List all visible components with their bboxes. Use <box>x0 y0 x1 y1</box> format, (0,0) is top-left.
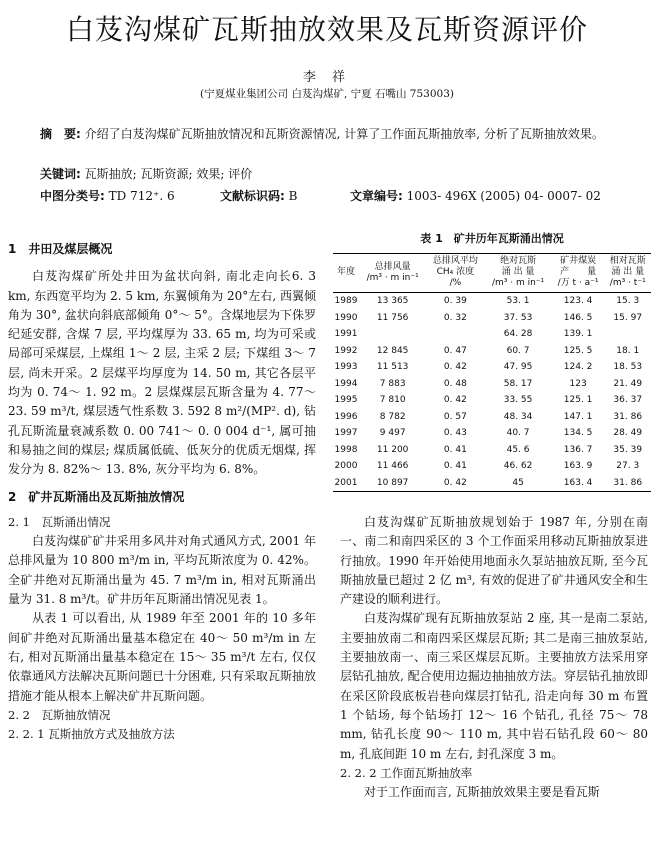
table-cell: 18. 53 <box>613 362 643 373</box>
table-header-cell: 年度 <box>336 267 355 277</box>
table-cell: 124. 2 <box>563 362 593 373</box>
table-row <box>333 458 651 475</box>
left-column <box>8 240 316 744</box>
author-affiliation: (宁夏煤业集团公司 白芨沟煤矿, 宁夏 石嘴山 753003) <box>200 88 454 100</box>
table-header <box>333 254 651 293</box>
table-cell: 146. 5 <box>563 312 593 323</box>
abstract-label: 摘 要: <box>40 127 81 141</box>
table-cell: 0. 42 <box>443 362 467 373</box>
article-no-value: 1003- 496X (2005) 04- 0007- 02 <box>406 189 601 203</box>
table-cell: 7 883 <box>379 378 406 389</box>
section-2-2-heading: 2. 2 瓦斯抽放情况 <box>8 707 111 722</box>
table-cell: 1998 <box>334 444 358 455</box>
table-cell: 46. 62 <box>503 461 533 472</box>
table-cell: 35. 39 <box>613 444 643 455</box>
table-cell: 0. 48 <box>443 378 467 389</box>
keywords-label: 关键词: <box>40 167 81 181</box>
classification-field <box>40 187 175 204</box>
article-no-field <box>350 187 601 204</box>
table-cell: 8 782 <box>379 411 406 422</box>
table-row <box>333 442 651 459</box>
table-cell: 60. 7 <box>506 345 530 356</box>
table-cell: 0. 47 <box>443 345 467 356</box>
table-cell: 1997 <box>334 428 358 439</box>
section-2-heading: 2 矿井瓦斯涌出及瓦斯抽放情况 <box>8 489 185 504</box>
table-cell: 0. 43 <box>443 428 467 439</box>
table-cell: 123. 4 <box>563 296 593 307</box>
table-cell: 12 845 <box>376 345 409 356</box>
page-title: 白芨沟煤矿瓦斯抽放效果及瓦斯资源评价 <box>65 13 588 46</box>
keywords-text: 瓦斯抽放; 瓦斯资源; 效果; 评价 <box>84 167 253 181</box>
table-header-cell: 总排风平均 CH₄ 浓度 /% <box>432 256 478 288</box>
table-row <box>333 359 651 376</box>
table-cell: 0. 41 <box>443 461 467 472</box>
table-cell: 1992 <box>334 345 358 356</box>
section-1-paragraph: 白芨沟煤矿所处井田为盆状向斜, 南北走向长6. 3 km, 东西宽平均为 2. 5 km, 东翼倾角为 20°左右, 西翼倾角为 30°, 盆状向斜底部倾角 0°～ 5°。含煤地层为下侏罗纪延安群, 含煤 7 层, 平均煤厚为 33. 65 m, 均为可采或局部可采煤层, 上煤组 1～ 2 层, 主采 2 层; 下煤组 3～ 7 层, 尚未开采。2 层煤平均厚度为 14. 50 m, 其它各层平均为 0. 74～ 1. 92 m。2 层煤煤层瓦斯含量为 4. 77～ 23. 59 m³/t, 煤层透气性系数 3. 592 8 m²/(MP². d), 钻孔瓦斯流量衰减系数 0. 00 741～ 0. 0 004 d⁻¹, 属可抽和易抽之间的煤层; 煤质属低硫、低灰分的优质无烟煤, 挥发分为 8. 82%～ 13. 8%, 灰分平均为 6. 8%。 <box>8 269 316 477</box>
table-row <box>333 475 651 492</box>
section-2-2-1-heading: 2. 2. 1 瓦斯抽放方式及抽放方法 <box>8 727 175 742</box>
right-paragraph-2: 白芨沟煤矿现有瓦斯抽放泵站 2 座, 其一是南二泵站, 主要抽放南二和南四采区煤层瓦斯; 其二是南三抽放泵站, 主要抽放南一、南三采区煤层瓦斯。主要抽放方法采用穿层钻孔抽放, 配合使用边掘边抽抽放方法。穿层钻孔抽放即在采区阶段底板岩巷向煤层打钻孔, 沿走向每 30 m 布置 1 个钻场, 每个钻场打 12～ 16 个钻孔, 孔径 75～ 78 mm, 钻孔长度 90～ 110 m, 其中岩石钻孔段 60～ 80 m, 孔底间距 10 m 左右, 封孔深度 3 m。 <box>340 611 648 761</box>
table-header-cell: 矿井煤炭 产 量 /万 t · a⁻¹ <box>557 256 599 288</box>
table-cell: 0. 41 <box>443 444 467 455</box>
table-cell: 53. 1 <box>506 296 530 307</box>
right-column <box>340 513 648 802</box>
table-cell: 163. 4 <box>563 477 593 488</box>
table-cell: 1993 <box>334 362 358 373</box>
table-cell: 147. 1 <box>563 411 593 422</box>
table-cell: 2001 <box>334 477 358 488</box>
table-cell: 64. 28 <box>503 329 533 340</box>
table-cell: 28. 49 <box>613 428 643 439</box>
table-cell: 27. 3 <box>616 461 640 472</box>
table-header-cell: 绝对瓦斯 涌 出 量 /m³ · m in⁻¹ <box>491 256 545 288</box>
table-row <box>333 376 651 393</box>
table-cell: 9 497 <box>379 428 406 439</box>
right-paragraph-1: 白芨沟煤矿瓦斯抽放规划始于 1987 年, 分别在南一、南二和南四采区的 3 个工作面采用移动瓦斯抽放泵进行抽放。1990 年开始使用地面永久泵站抽放瓦斯, 至今瓦斯抽放量已超过 2 亿 m³, 有效的促进了矿井通风安全和生产建设的顺利进行。 <box>340 515 648 607</box>
table-row <box>333 310 651 327</box>
keywords <box>40 165 626 182</box>
table-cell: 7 810 <box>379 395 406 406</box>
table-cell: 11 466 <box>376 461 409 472</box>
table-cell: 1990 <box>334 312 358 323</box>
table-cell: 11 756 <box>376 312 409 323</box>
table-cell: 1996 <box>334 411 358 422</box>
section-2-1-paragraph-2: 从表 1 可以看出, 从 1989 年至 2001 年的 10 多年间矿井绝对瓦斯涌出量基本稳定在 40～ 50 m³/m in 左右, 相对瓦斯涌出量基本稳定在 15～ 35 m³/t 左右, 仅仅依靠通风方法解决瓦斯问题已十分困难, 只有采取瓦斯抽放措施才能从根本上解决矿井瓦斯问题。 <box>8 611 316 703</box>
table-row <box>333 425 651 442</box>
table-cell: 48. 34 <box>503 411 533 422</box>
table-header-cell: 相对瓦斯 涌 出 量 /m³ · t⁻¹ <box>609 256 646 288</box>
section-2-1-paragraph-1: 白芨沟煤矿矿井采用多风井对角式通风方式, 2001 年总排风量为 10 800 m³/m in, 平均瓦斯浓度为 0. 42%。全矿井绝对瓦斯涌出量为 45. 7 m³/m in, 相对瓦斯涌出量为 31. 8 m³/t。矿井历年瓦斯涌出情况见表 1。 <box>8 534 316 607</box>
table-cell: 15. 97 <box>613 312 643 323</box>
table-body <box>333 293 651 492</box>
author-name: 李 祥 <box>302 70 352 85</box>
doc-code-field <box>220 187 297 204</box>
table-cell: 33. 55 <box>503 395 533 406</box>
table-cell: 18. 1 <box>616 345 640 356</box>
table-cell: 31. 86 <box>613 411 643 422</box>
table-cell: 125. 5 <box>563 345 593 356</box>
table-cell: 40. 7 <box>506 428 530 439</box>
table-cell: 13 365 <box>376 296 409 307</box>
doc-code-value: B <box>288 189 298 203</box>
table-cell <box>604 326 651 343</box>
table-cell: 136. 7 <box>563 444 593 455</box>
table-cell: 1994 <box>334 378 358 389</box>
table-cell: 45. 6 <box>506 444 530 455</box>
table-cell: 45 <box>512 477 524 488</box>
table-cell: 10 897 <box>376 477 409 488</box>
table-cell: 1995 <box>334 395 358 406</box>
table-cell: 1989 <box>334 296 358 307</box>
section-1-heading: 1 井田及煤层概况 <box>8 242 113 256</box>
table-row <box>333 326 651 343</box>
table-header-cell: 总排风量 /m³ · m in⁻¹ <box>366 261 419 283</box>
abstract <box>40 125 626 144</box>
gas-emission-table <box>333 253 651 492</box>
table-row <box>333 293 651 310</box>
table-cell: 47. 95 <box>503 362 533 373</box>
section-2-1-heading: 2. 1 瓦斯涌出情况 <box>8 514 111 529</box>
table-cell <box>359 326 426 343</box>
right-paragraph-3: 对于工作面而言, 瓦斯抽放效果主要是看瓦斯 <box>364 785 600 800</box>
table-cell: 0. 32 <box>443 312 467 323</box>
table-caption: 表 1 矿井历年瓦斯涌出情况 <box>420 232 564 245</box>
table-cell: 134. 5 <box>563 428 593 439</box>
table-cell: 125. 1 <box>563 395 593 406</box>
table-cell: 139. 1 <box>563 329 593 340</box>
table-cell: 163. 9 <box>563 461 593 472</box>
classification-label: 中图分类号: <box>40 189 105 203</box>
doc-code-label: 文献标识码: <box>220 189 285 203</box>
table-container <box>333 253 651 492</box>
table-cell: 123 <box>569 378 587 389</box>
classification-value: TD 712⁺. 6 <box>108 189 175 203</box>
table-cell: 0. 39 <box>443 296 467 307</box>
table-cell: 0. 57 <box>443 411 467 422</box>
table-row <box>333 343 651 360</box>
table-cell: 21. 49 <box>613 378 643 389</box>
table-cell <box>426 326 484 343</box>
table-row <box>333 409 651 426</box>
article-no-label: 文章编号: <box>350 189 403 203</box>
table-cell: 2000 <box>334 461 358 472</box>
table-cell: 37. 53 <box>503 312 533 323</box>
table-cell: 11 200 <box>376 444 409 455</box>
table-cell: 0. 42 <box>443 477 467 488</box>
table-cell: 36. 37 <box>613 395 643 406</box>
table-cell: 1991 <box>334 329 358 340</box>
section-2-2-2-heading: 2. 2. 2 工作面瓦斯抽放率 <box>340 765 473 780</box>
table-cell: 0. 42 <box>443 395 467 406</box>
table-cell: 58. 17 <box>503 378 533 389</box>
table-cell: 11 513 <box>376 362 409 373</box>
table-cell: 15. 3 <box>616 296 640 307</box>
abstract-text: 介绍了白芨沟煤矿瓦斯抽放情况和瓦斯资源情况, 计算了工作面瓦斯抽放率, 分析了瓦斯抽放效果。 <box>84 127 604 141</box>
table-cell: 31. 86 <box>613 477 643 488</box>
table-row <box>333 392 651 409</box>
